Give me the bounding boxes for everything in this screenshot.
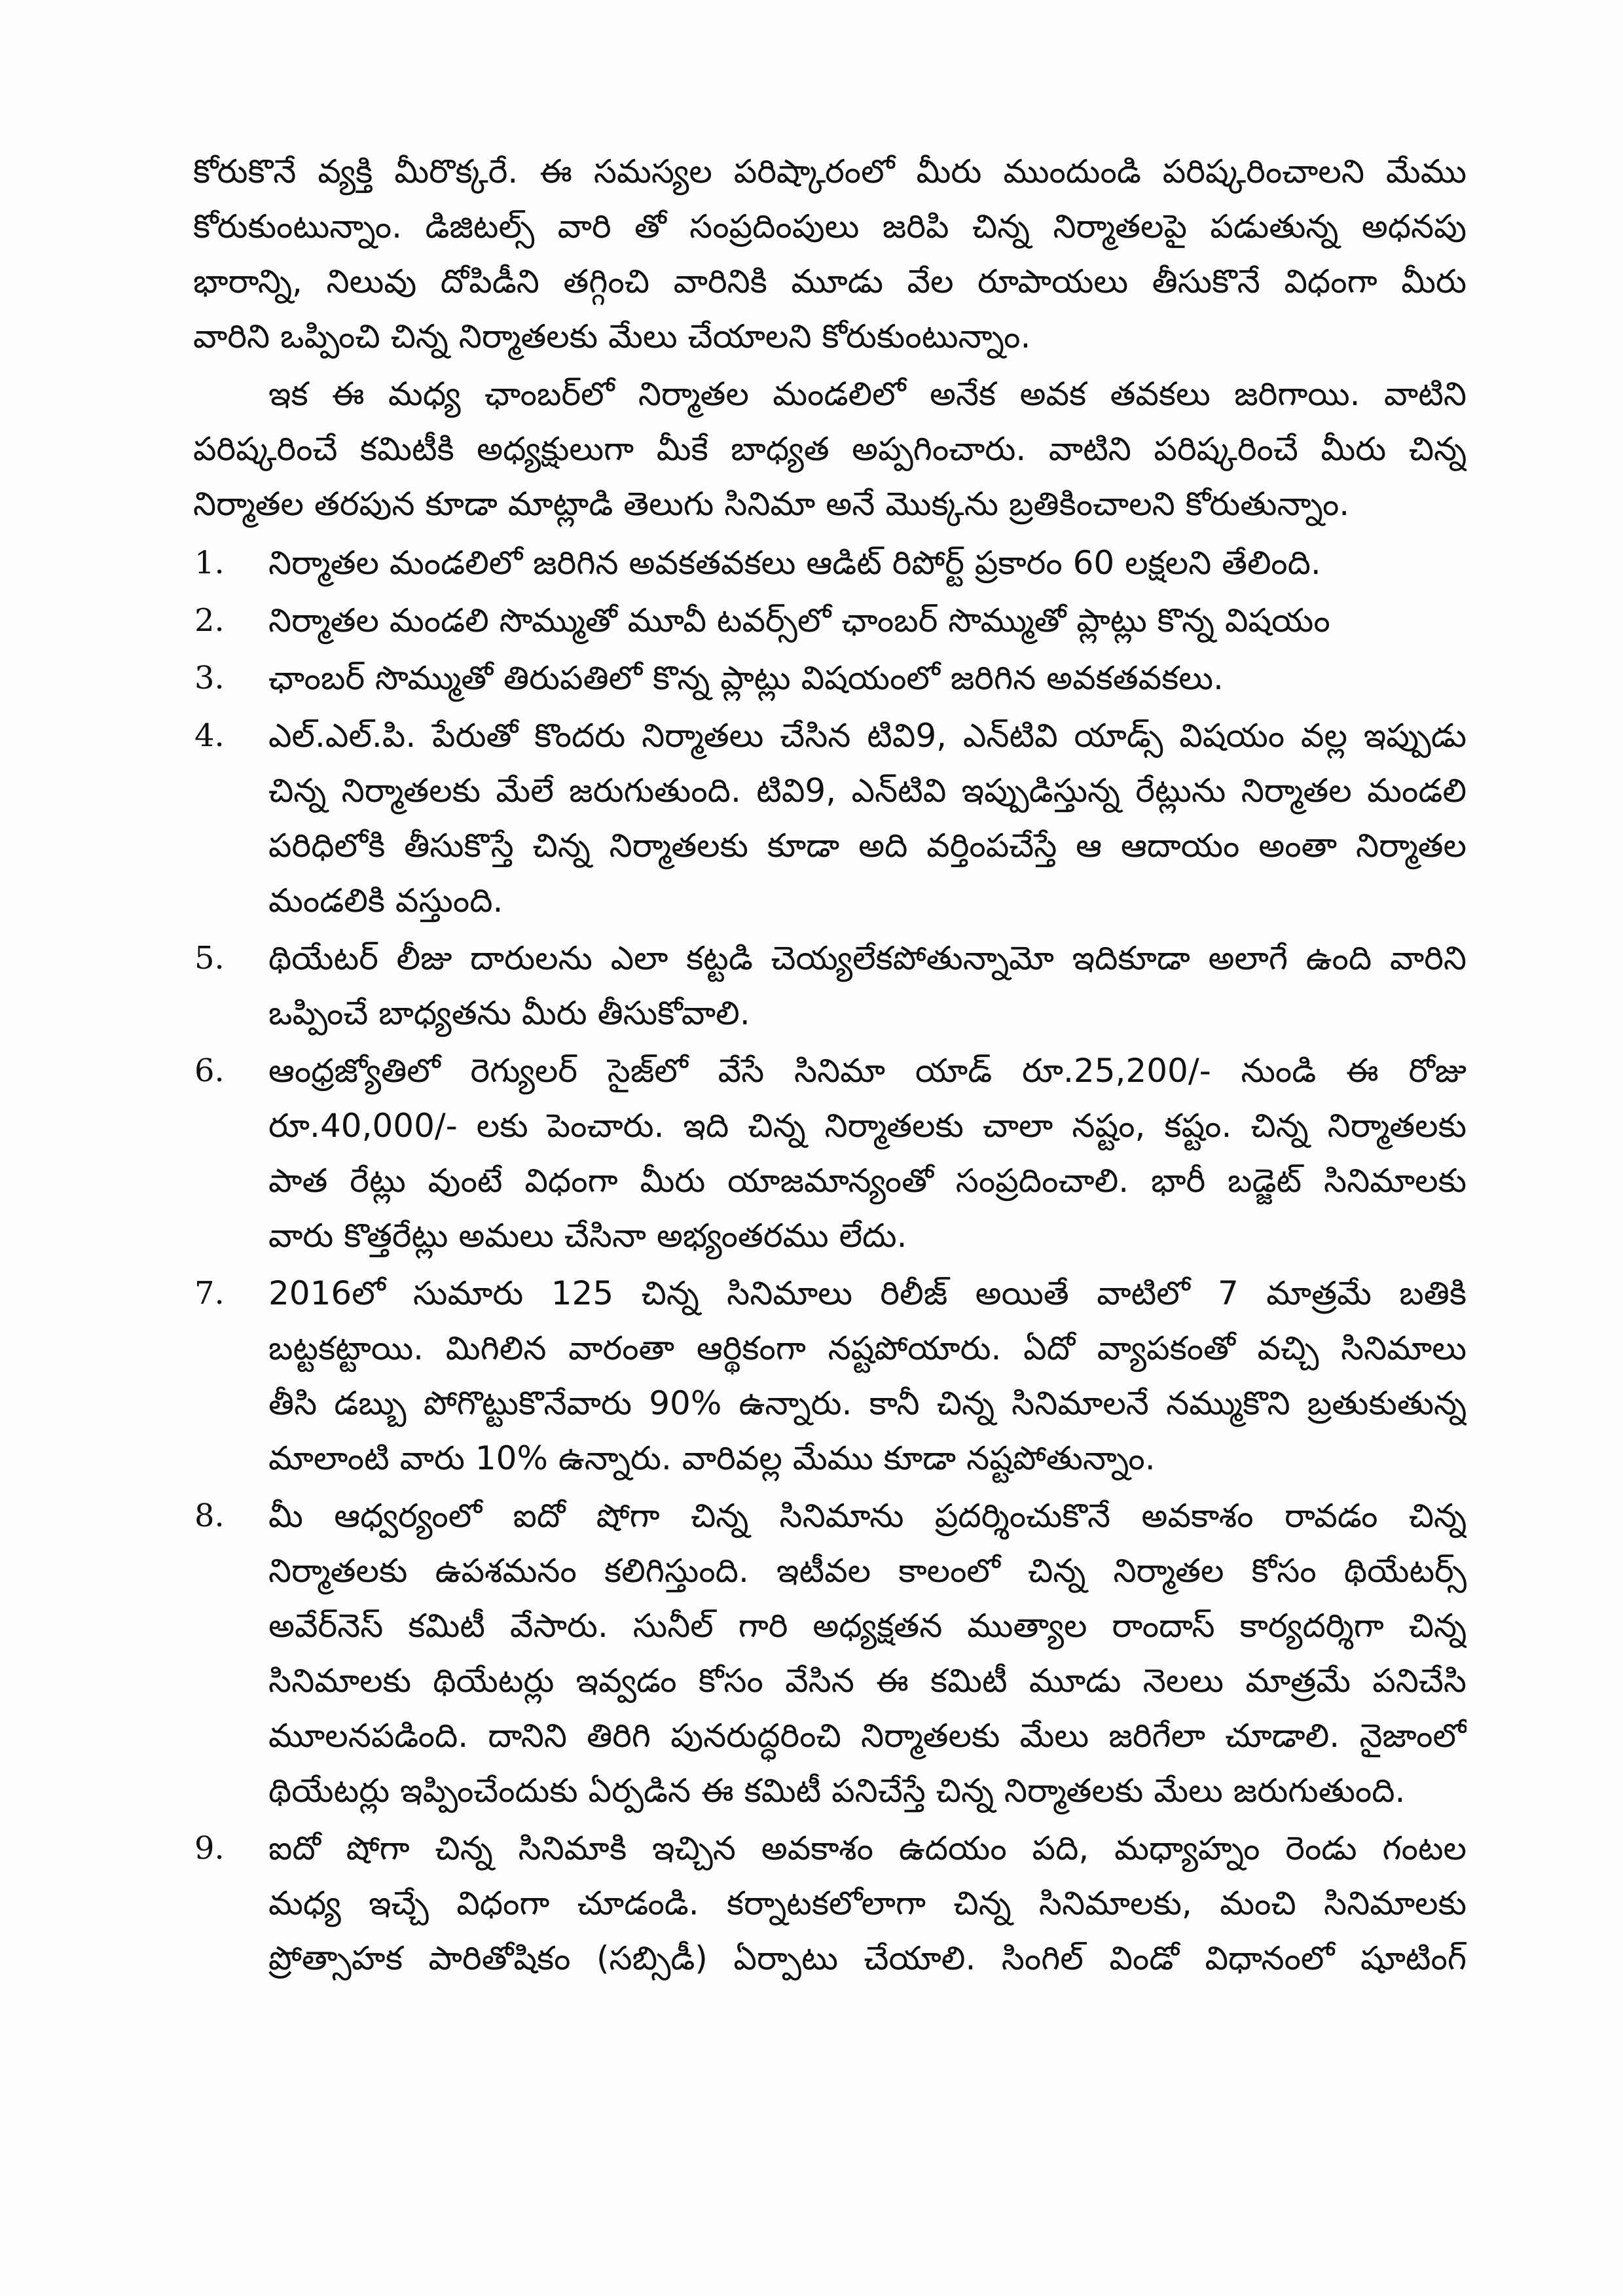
text-line: మీ ఆధ్వర్యంలో ఐదో షోగా చిన్న సినిమాను ప్రదర్శించుకొనే అవకాశం రావడం చిన్న xyxy=(268,1497,1467,1535)
list-item-number: 6. xyxy=(194,1052,225,1089)
list-item-number: 3. xyxy=(194,660,225,696)
text-line: ప్రోత్సాహక పారితోషికం (సబ్సిడీ) ఏర్పాటు చేయాలి. సింగిల్ విండో విధానంలో షూటింగ్ xyxy=(268,1939,1467,1977)
list-item-number: 4. xyxy=(194,717,225,754)
text-line: కోరుకుంటున్నాం. డిజిటల్స్ వారి తో సంప్రదింపులు జరిపి చిన్న నిర్మాతలపై పడుతున్న అధనపు xyxy=(193,207,1467,245)
text-line: థియేటర్ లీజు దారులను ఎలా కట్టడి చెయ్యలేకపోతున్నామో ఇదికూడా అలాగే ఉంది వారిని xyxy=(268,939,1467,977)
text-line: పాత రేట్లు వుంటే విధంగా మీరు యాజమాన్యంతో సంప్రదించాలి. భారీ బడ్జెట్ సినిమాలకు xyxy=(268,1162,1467,1200)
text-line: మధ్య ఇచ్చే విధంగా చూడండి. కర్నాటకలోలాగా చిన్న సినిమాలకు, మంచి సినిమాలకు xyxy=(268,1884,1467,1922)
text-line: 2016లో సుమారు 125 చిన్న సినిమాలు రిలీజ్ అయితే వాటిలో 7 మాత్రమే బతికి xyxy=(268,1274,1467,1312)
text-line: కోరుకొనే వ్యక్తి మీరొక్కరే. ఈ సమస్యల పరిష్కారంలో మీరు ముందుండి పరిష్కరించాలని మేము xyxy=(193,152,1467,190)
text-line: మాలాంటి వారు 10% ఉన్నారు. వారివల్ల మేము కూడా నష్టపోతున్నాం. xyxy=(268,1439,1156,1477)
list-item-number: 5. xyxy=(194,940,225,977)
text-line: సినిమాలకు థియేటర్లు ఇవ్వడం కోసం వేసిన ఈ కమిటీ మూడు నెలలు మాత్రమే పనిచేసి xyxy=(268,1662,1467,1700)
text-line: నిర్మాతల మండలి సొమ్ముతో మూవీ టవర్స్‌లో ఛాంబర్ సొమ్ముతో ప్లాట్లు కొన్న విషయం xyxy=(268,601,1330,639)
text-line: మూలనపడింది. దానిని తిరిగి పునరుద్ధరించి నిర్మాతలకు మేలు జరిగేలా చూడాలి. నైజాంలో xyxy=(268,1717,1467,1755)
text-line: వారు కొత్తరేట్లు అమలు చేసినా అభ్యంతరము లేదు. xyxy=(268,1217,907,1255)
text-line: నిర్మాతల తరపున కూడా మాట్లాడి తెలుగు సినిమా అనే మొక్కను బ్రతికించాలని కోరుతున్నాం. xyxy=(193,485,1350,523)
list-item-number: 8. xyxy=(194,1498,225,1534)
text-line: ఛాంబర్ సొమ్ముతో తిరుపతిలో కొన్న ప్లాట్లు విషయంలో జరిగిన అవకతవకలు. xyxy=(268,659,1224,697)
text-line: ఆంధ్రజ్యోతిలో రెగ్యులర్ సైజ్‌లో వేసే సినిమా యాడ్ రూ.25,200/- నుండి ఈ రోజు xyxy=(268,1052,1467,1090)
text-line: ఒప్పించే బాధ్యతను మీరు తీసుకోవాలి. xyxy=(268,994,750,1032)
text-line: పరిధిలోకి తీసుకొస్తే చిన్న నిర్మాతలకు కూడా అది వర్తింపచేస్తే ఆ ఆదాయం అంతా నిర్మాతల xyxy=(268,827,1467,865)
text-line: రూ.40,000/- లకు పెంచారు. ఇది చిన్న నిర్మాతలకు చాలా నష్టం, కష్టం. చిన్న నిర్మాతలకు xyxy=(268,1107,1467,1145)
text-line: చిన్న నిర్మాతలకు మేలే జరుగుతుంది. టివి9, ఎన్‌టివి ఇప్పుడిస్తున్న రేట్లును నిర్మాతల మండలి xyxy=(268,772,1467,810)
list-item-number: 9. xyxy=(194,1830,225,1867)
text-line: ఐదో షోగా చిన్న సినిమాకి ఇచ్చిన అవకాశం ఉదయం పది, మధ్యాహ్నం రెండు గంటల xyxy=(268,1829,1467,1867)
text-line: భారాన్ని, నిలువు దోపిడీని తగ్గించి వారినికి మూడు వేల రూపాయలు తీసుకొనే విధంగా మీరు xyxy=(193,262,1467,300)
text-line: నిర్మాతల మండలిలో జరిగిన అవకతవకలు ఆడిట్ రిపోర్ట్ ప్రకారం 60 లక్షలని తేలింది. xyxy=(268,544,1321,582)
text-line: తీసి డబ్బు పోగొట్టుకొనేవారు 90% ఉన్నారు. కానీ చిన్న సినిమాలనే నమ్ముకొని బ్రతుకుతున్న xyxy=(268,1384,1467,1422)
text-line: ఇక ఈ మధ్య ఛాంబర్‌లో నిర్మాతల మండలిలో అనేక అవక తవకలు జరిగాయి. వాటిని xyxy=(268,375,1467,413)
list-item-number: 1. xyxy=(194,545,225,581)
text-line: బట్టకట్టాయి. మిగిలిన వారంతా ఆర్థికంగా నష్టపోయారు. ఏదో వ్యాపకంతో వచ్చి సినిమాలు xyxy=(268,1329,1467,1367)
text-line: నిర్మాతలకు ఉపశమనం కలిగిస్తుంది. ఇటీవల కాలంలో చిన్న నిర్మాతల కోసం థియేటర్స్ xyxy=(268,1552,1467,1590)
text-line: మండలికి వస్తుంది. xyxy=(268,882,503,920)
text-line: అవేర్‌నెస్ కమిటీ వేసారు. సునీల్ గారి అధ్యక్షతన ముత్యాల రాందాస్ కార్యదర్శిగా చిన్న xyxy=(268,1607,1467,1645)
text-line: పరిష్కరించే కమిటీకి అధ్యక్షులుగా మీకే బాధ్యత అప్పగించారు. వాటిని పరిష్కరించే మీరు చిన్న xyxy=(193,430,1467,468)
text-line: ఎల్.ఎల్.పి. పేరుతో కొందరు నిర్మాతలు చేసిన టివి9, ఎన్‌టివి యాడ్స్ విషయం వల్ల ఇప్పుడు xyxy=(268,717,1467,755)
text-line: వారిని ఒప్పించి చిన్న నిర్మాతలకు మేలు చేయాలని కోరుకుంటున్నాం. xyxy=(193,317,1031,355)
text-line: థియేటర్లు ఇప్పించేందుకు ఏర్పడిన ఈ కమిటీ పనిచేస్తే చిన్న నిర్మాతలకు మేలు జరుగుతుంది. xyxy=(268,1772,1406,1810)
list-item-number: 7. xyxy=(194,1275,225,1312)
list-item-number: 2. xyxy=(194,602,225,639)
